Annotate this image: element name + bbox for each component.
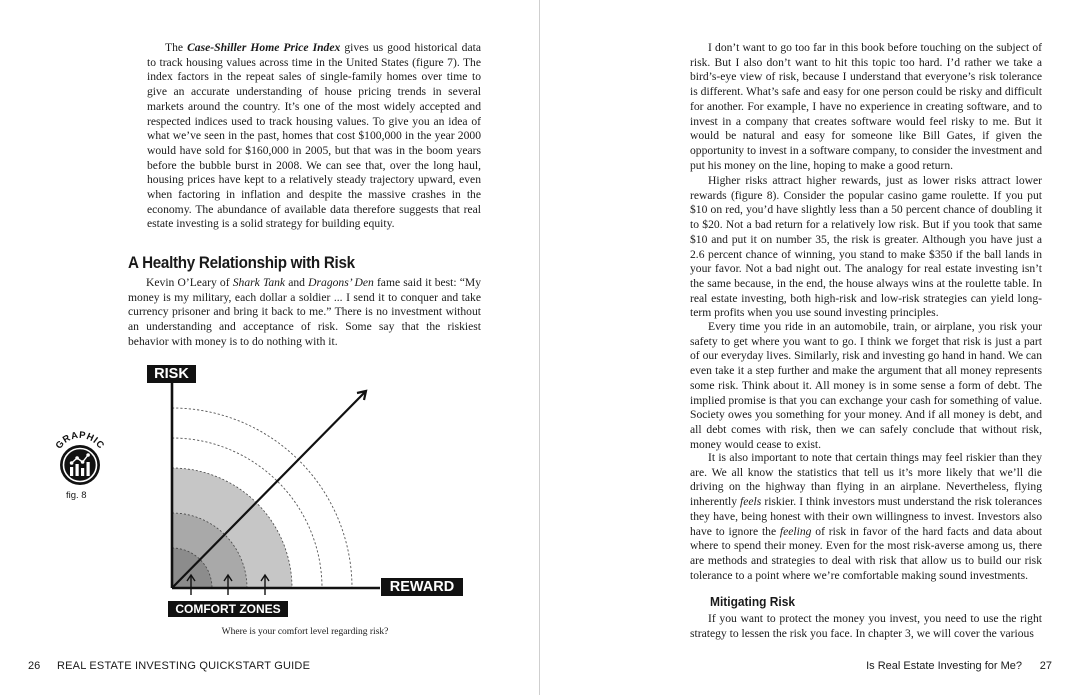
text-run: of risk in favor of the hard facts and data about where to spend their money. Even for the most risk-averse among us, there are methods and strategies to deal with risk that allow us to build our risk tolerance to a point where we’re comfortable making sound investments. [690,524,1043,582]
case-shiller-paragraph [147,41,481,232]
text-run: Kevin O’Leary of [146,276,233,289]
mitigating-paragraph: If you want to protect the money you invest, you need to use the right strategy to lessen the risk you face. In chapter 3, we will cover the various [690,612,1042,640]
text-run: and [285,276,309,289]
graphic-badge-icon [48,425,112,489]
show-title-dragons-den: Dragons’ Den [308,276,374,289]
running-head-right: Is Real Estate Investing for Me? [866,660,1022,672]
left-page [0,0,539,695]
text-run: gives us good historical data to track housing values across time in the United States (figure 7). The index factors in the repeat sales of single-family homes over time to give an accurate understanding of house pricing trends in several markets around the country. It’s one of the most widely accepted and respected indices used to track housing values. To give you an idea of what we’ve seen in the past, homes that cost $100,000 in the year 2000 would have sold for $160,000 in 2005, but that was in the boom years before the bubble burst in 2008. We can see that, over the long haul, housing prices have kept to a relatively steady trajectory upward, even when factoring in inflation and despite the massive crashes in the economy. The abundance of available data therefore suggests that real estate investing is a solid strategy for building equity. [147,41,481,231]
figure-label: fig. 8 [66,490,87,501]
graphic-badge-text: GRAPHIC [53,429,107,452]
running-head-left: REAL ESTATE INVESTING QUICKSTART GUIDE [57,660,311,672]
page-number-left: 26 [28,660,41,672]
y-axis-label-risk: RISK [147,365,196,383]
emphasis-feels: feels [740,495,762,509]
text-run: It is also important to note that certain things may feel riskier than they are. We all know the statistics that tell us it’s more likely that we’ll die driving on the highway than flying in an airplane. Nevertheless, flying inherently [690,451,1042,509]
emphasis-feeling: feeling [779,524,812,538]
roulette-paragraph: Higher risks attract higher rewards, just as lower risks attract lower rewards (figure 8). Consider the popular casino game roulette. If you put $10 on red, you’d have slightly less than a 50 percent chance of doubling it to $20. Not a bad return for a relatively low risk. But if you took that same $10 and put it on number 35, the risk is greater. Although you have just a 2.6 percent chance of winning, you stand to make $350 if the ball lands in your favor. Not a bad night out. The analogy for real estate investing isn’t the same because, in the end, the house always wins at the roulette table. In real estate investing, both high-risk and low-risk strategies can yield long-term profits when you use sound investing principles. [690,174,1042,320]
everyday-risk-paragraph: Every time you ride in an automobile, train, or airplane, you risk your safety to get where you want to go. I think we forget that risk is just a part of our everyday lives. Similarly, risk and investing go hand in hand. We can even take it a step further and make the argument that all money represents some risk. Think about it. All money is in some sense a form of debt. The implied promise is that you can exchange your cash for something of value. Society owes you something for your money. And if all money is debt, and all debt comes with risk, then we can safely conclude that without risk, money would cease to exist. [690,320,1042,451]
right-page [540,0,1080,695]
text-run: The [165,41,188,54]
x-axis-label-reward: REWARD [381,578,463,596]
text-run: fame said it best: “My money is my military, each dollar a soldier ... I send it to conquer and take currency prisoner and bring it back to me.” There is no investment without an understanding and acceptance of risk. Some say that the riskiest behavior with money is to do nothing with it. [128,276,482,348]
text-run: riskier. I think investors must understand the risk tolerances they have, being honest with their own willingness to invest. Investors also have to ignore the [690,495,1043,538]
risk-reward-diagram [160,380,380,595]
page-number-right: 27 [1039,660,1052,672]
section-heading-risk: A Healthy Relationship with Risk [128,254,355,272]
feeling-risk-paragraph [690,451,1042,583]
risk-intro-paragraph: I don’t want to go too far in this book before touching on the subject of risk. But I also don’t want to hit this topic too hard. I’d rather we take a bird’s-eye view of risk, because I understand that everyone’s risk tolerance is different. What’s safe and easy for one person could be risky and difficult for another. For example, I have no experience in creating software, and to invest in a company that creates software would feel risky to me. But it would be natural and easy for someone like Bill Gates, if given the opportunity to invest in a software company, to consider the investment and put his money on the line, hoping to make a good return. [690,41,1042,172]
section-heading-mitigating: Mitigating Risk [710,594,796,609]
oleary-paragraph [128,276,481,350]
index-name: Case-Shiller Home Price Index [187,41,341,54]
figure-caption: Where is your comfort level regarding risk? [221,627,389,637]
comfort-zones-label: COMFORT ZONES [168,601,288,617]
show-title-shark-tank: Shark Tank [232,276,286,289]
